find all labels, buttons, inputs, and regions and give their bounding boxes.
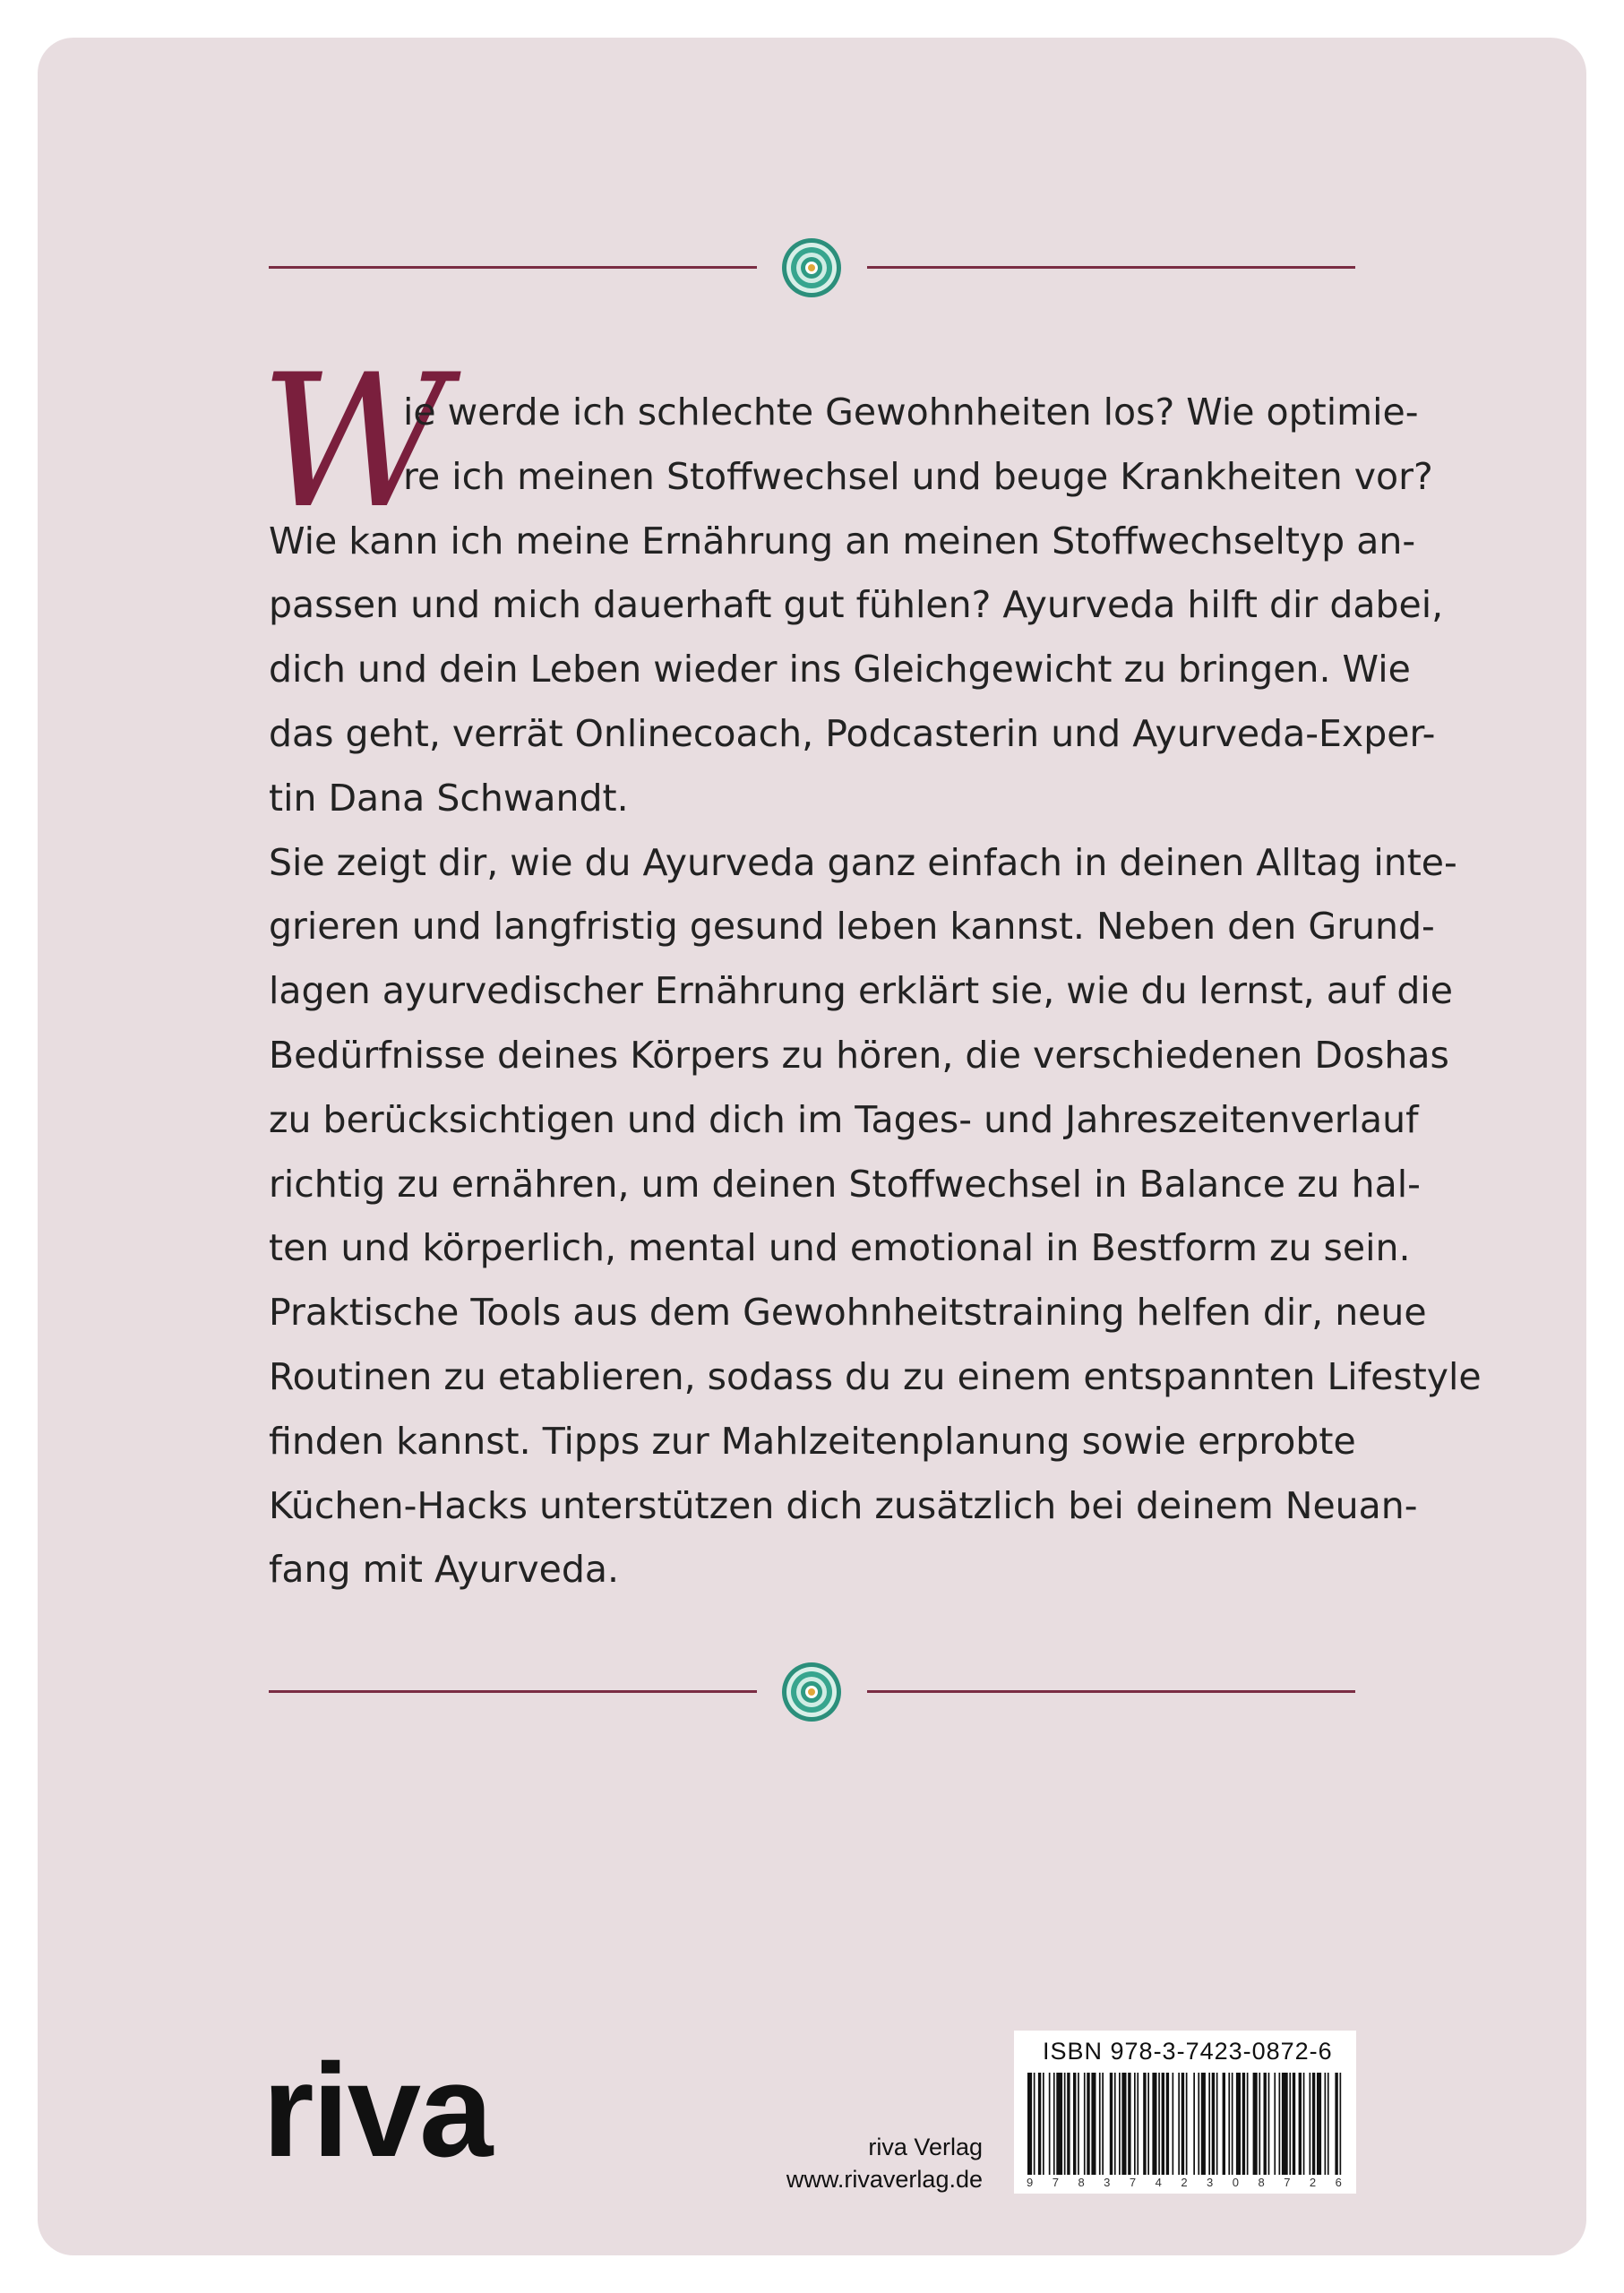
barcode-digit: 8 [1078,2176,1085,2189]
barcode-bar [1084,2073,1086,2175]
publisher-logo: riva [262,2037,492,2185]
barcode-bar [1078,2073,1079,2175]
barcode-bar [1099,2073,1101,2175]
barcode-bar [1056,2073,1062,2175]
divider-bottom [269,1660,1355,1722]
barcode-digit: 7 [1052,2176,1059,2189]
barcode-bar [1102,2073,1104,2175]
barcode-digit: 9 [1027,2176,1034,2189]
publisher-url: www.rivaverlag.de [786,2166,983,2193]
barcode-bar [1317,2073,1321,2175]
barcode-bar [1208,2073,1210,2175]
blurb-line: Sie zeigt dir, wie du Ayurveda ganz einfach in deinen Alltag inte- [269,840,1457,884]
barcode-bar [1128,2073,1130,2175]
barcode-bar [1242,2073,1245,2175]
blurb-line: Bedürfnisse deines Körpers zu hören, die verschiedenen Doshas [269,1033,1449,1077]
barcode-bar [1049,2073,1051,2175]
barcode-bar [1228,2073,1230,2175]
isbn-label: ISBN 978-3-7423-0872-6 [1043,2038,1333,2065]
barcode-bar [1299,2073,1302,2175]
dropcap-letter: W [260,336,449,549]
divider-line-left [269,1690,757,1693]
concentric-circle-ornament-icon [779,236,844,300]
barcode-digit: 7 [1129,2176,1137,2189]
barcode-bar [1043,2073,1044,2175]
barcode-bar [1091,2073,1096,2175]
barcode-bar [1259,2073,1260,2175]
blurb-line: grieren und langfristig gesund leben kannst. Neben den Grund- [269,905,1435,949]
barcode-bar [1143,2073,1146,2175]
barcode-digit: 0 [1232,2176,1239,2189]
blurb-line: Küchen-Hacks unterstützen dich zusätzlich bei deinem Neuan- [269,1483,1418,1527]
barcode-bar [1110,2073,1113,2175]
publisher-info [786,2131,983,2195]
barcode-bar [1325,2073,1327,2175]
blurb-line: passen und mich dauerhaft gut fühlen? Ayurveda hilft dir dabei, [269,583,1444,627]
barcode-bar [1073,2073,1076,2175]
barcode-bar [1166,2073,1169,2175]
barcode-digit: 3 [1207,2176,1214,2189]
barcode-bar [1310,2073,1311,2175]
barcode-bar [1067,2073,1070,2175]
blurb-line: Praktische Tools aus dem Gewohnheitstraining helfen dir, neue [269,1291,1427,1335]
blurb-line: Wie kann ich meine Ernährung an meinen Stoffwechseltyp an- [269,519,1416,563]
barcode-bar [1087,2073,1089,2175]
barcode-bar [1178,2073,1180,2175]
barcode-bar [1038,2073,1041,2175]
barcode-digit: 6 [1335,2176,1342,2189]
barcode-bar [1223,2073,1225,2175]
barcode-bar [1152,2073,1156,2175]
barcode-bar [1053,2073,1055,2175]
barcode-bar [1289,2073,1291,2175]
barcode-bar [1064,2073,1066,2175]
blurb-line: ten und körperlich, mental und emotional in Bestform zu sein. [269,1226,1411,1270]
barcode-bar [1282,2073,1288,2175]
barcode-bar [1119,2073,1121,2175]
blurb-line: das geht, verrät Onlinecoach, Podcasterin und Ayurveda-Exper- [269,711,1436,755]
blurb-line: richtig zu ernähren, um deinen Stoffwechsel in Balance zu hal- [269,1162,1421,1206]
barcode-bar [1158,2073,1160,2175]
barcode-bar [1236,2073,1241,2175]
barcode-bar [1173,2073,1174,2175]
barcode-digits [1027,2176,1342,2189]
barcode-bar [1303,2073,1305,2175]
blurb-text [269,381,1482,1602]
barcode-bar [1121,2073,1126,2175]
barcode-bar [1340,2073,1342,2175]
barcode-digit: 3 [1104,2176,1111,2189]
barcode-digit: 8 [1258,2176,1265,2189]
barcode-bar [1328,2073,1329,2175]
isbn-barcode [1014,2031,1356,2194]
divider-top [269,236,1355,298]
blurb-line: fang mit Ayurveda. [269,1548,620,1592]
barcode-bar [1335,2073,1337,2175]
barcode-digit: 7 [1284,2176,1291,2189]
blurb-line: lagen ayurvedischer Ernährung erklärt sie, wie du lernst, auf die [269,969,1453,1013]
barcode-bar [1186,2073,1188,2175]
barcode-bar [1279,2073,1281,2175]
blurb-line: finden kannst. Tipps zur Mahlzeitenplanung sowie erprobte [269,1419,1356,1463]
blurb-line: tin Dana Schwandt. [269,776,629,820]
barcode-bar [1034,2073,1035,2175]
barcode-bar [1162,2073,1164,2175]
barcode-bar [1268,2073,1270,2175]
barcode-bar [1216,2073,1218,2175]
divider-line-right [867,266,1355,269]
barcode-digit: 2 [1309,2176,1317,2189]
barcode-digit: 4 [1155,2176,1162,2189]
barcode-bar [1114,2073,1116,2175]
barcode-bar [1212,2073,1215,2175]
barcode-digit: 2 [1181,2176,1188,2189]
barcode-bar [1274,2073,1276,2175]
barcode-bar [1293,2073,1295,2175]
concentric-circle-ornament-icon [779,1660,844,1724]
blurb-line: re ich meinen Stoffwechsel und beuge Krankheiten vor? [403,454,1433,498]
barcode-bar [1198,2073,1199,2175]
barcode-bar [1134,2073,1136,2175]
blurb-line: dich und dein Leben wieder ins Gleichgewicht zu bringen. Wie [269,648,1411,691]
blurb-line: Routinen zu etablieren, sodass du zu einem entspannten Lifestyle [269,1354,1482,1398]
barcode-bar [1232,2073,1233,2175]
barcode-bar [1247,2073,1249,2175]
blurb-line: zu berücksichtigen und dich im Tages- und Jahreszeitenverlauf [269,1097,1419,1141]
barcode-bar [1312,2073,1315,2175]
barcode-bar [1201,2073,1206,2175]
barcode-bar [1181,2073,1184,2175]
barcode-bar [1147,2073,1149,2175]
barcode-bar [1193,2073,1195,2175]
barcode-bar [1264,2073,1267,2175]
barcode-bar [1027,2073,1032,2175]
publisher-name: riva Verlag [868,2134,983,2160]
barcode-icon [1026,2073,1345,2175]
divider-line-right [867,1690,1355,1693]
divider-line-left [269,266,757,269]
barcode-bar [1137,2073,1139,2175]
barcode-bar [1253,2073,1258,2175]
blurb-line: ie werde ich schlechte Gewohnheiten los? Wie optimie- [403,391,1419,434]
